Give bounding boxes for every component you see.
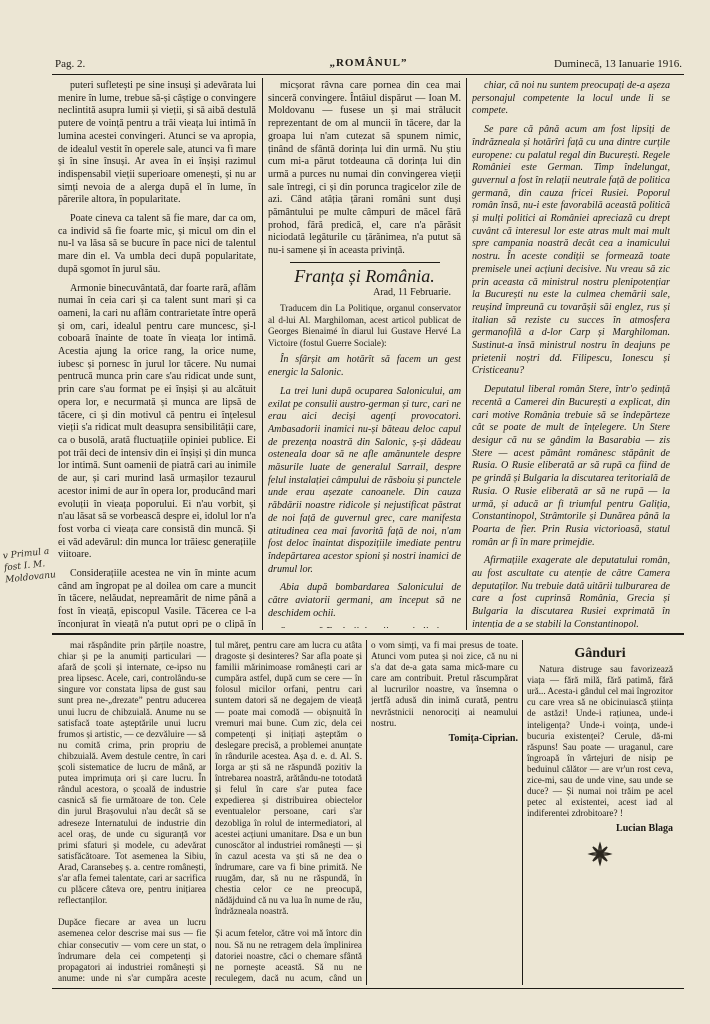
page-header — [55, 54, 682, 72]
column-2-top — [268, 80, 461, 256]
author-signature: Lucian Blaga — [616, 823, 673, 835]
bottom-column-4 — [527, 640, 673, 985]
article-rule — [290, 262, 440, 263]
handwritten-margin-note: v Primul a fost I. M. Moldovanu — [2, 546, 57, 586]
section-heading: Gânduri — [574, 646, 626, 661]
paragraph: Deputatul liberal român Stere, într'o ședință recentă a Camerei din București a explicat, din cari motive România trebuie să se îndepărteze cât se poate de mult de înțelegere. Un Stere desigur că nu se gândim la Basarabia — zis Stere — acest pământ românesc stăpânit de Rusia. O Rusie eliberată ar să rupă ca fiind de pe grindă și Bulgaria la discutarea teritorială de Rusia. O Rusie eliberată ar să ne rupă — la urmă, și aducă ar fi triumful pentru Galiția, Constantinopol, Strâmtorile și Dunărea până la Poarta de fier. Prin Rusia victorioasă, statul român ar fi în mare primejdie. — [472, 384, 670, 548]
ornament-icon — [527, 841, 673, 870]
paragraph: Abia după bombardarea Salonicului de către aviatorii germani, am început să ne deschidem ochii. — [268, 582, 461, 619]
column-2-article — [268, 266, 461, 628]
bottom-column-3 — [371, 640, 518, 985]
paragraph: tul măreț, pentru care am lucra cu atâta dragoste și desinteres? Sar afla poate și familii mărinimoase românești cari ar cumpăra astfel, după cum se cere — în folosul micilor orfani, pentru cari suntem datori să ne degajem de vieață — poate mai comodă — obișnuită în vremuri mai bune. Cum zic, dela cei competenți și inițiați așteptăm o deslegare precisă, a problemei anunțate în rândurile acestea. Așa d. e. d. Al. S. Iorga ar ști să ne răspundă pozitiv la întrebarea noastră, arătându-ne totodată și felul în care s'ar putea face expedierea și distribuirea obiectelor eventualelor persoane, cari s'ar dezobliga în rolul de intermediatori, al acestei acțiuni umanitare. Dsa e un bun cunoscător al industriei românești — și în cazul acesta va ști să ne dea o îndrumare, care va fi bine primită. Ne ruugăm, dar, să nu ne răspundă, în chestia celor ce ne preocupă, nădăjduind că nu va lua în nume de rău, îndrăzneala noastră. Și acum fetelor, către voi mă întorc din nou. Să nu ne retragem dela împlinirea datoriei noastre, căci o chemare sfântă ne pornește această. Să nu ne reculegem, dacă nu acum, când un — [215, 640, 362, 983]
paragraph: micșorat râvna care pornea din cea mai sinceră convingere. Întâiul dispărut — Ioan M. Moldovanu — fusese un și mai strălucit reprezentant de om al muncii în tăcere, dar la groapa lui n'am cutezat să spunem nimic, ținând de sfântă dorința lui din urmă. Nu știu cum mi-a părut totdeauna că dorința lui din urmă a purces nu numai din convingerea vieții sale întregi, ci și din porunca tragicelor zile de azi. Când atâția țărani români sunt duși pământului pe multe câmpuri de măcel fără prohod, fără predică, el, care n'a părăsit niciodată legăturile cu țărănimea, n'a putut să nu-i samene și în aceasta privință. — [268, 80, 461, 256]
paragraph — [268, 626, 461, 628]
paragraph: Se pare că până acum am fost lipsiți de îndrăzneala și hotărîri față cu una dintre curțile europene: cu palatul regal din București. Regele României este German. Timp îndelungat, guvernul a fost în relații neutrale față de politica germană, din cauza fricei Rusiei. Poporul român însă, nu-i este favorabilă această politică și mulți politici ai României apreciază cu drept cuvânt că interesul lor este atras mult mai mult spre campania noastră decât cea a inamicului nostru. În aceste condiții se formează toate premisele unei acțiuni decisive. Nu vreau să zic prin aceasta că ministrul nostru plenipotențiar la București nu este la culmea chemării sale, reușind împreună cu tovarășii săi englez, rus și italian să reziste cu succes în atmosfera germanofilă a d-lor Carp și Marghiloman. Sustinut-a însă ministrul nostru în deajuns pe prietenii noștri dd. Filipescu, Ionescu și Cristiceanu? — [472, 124, 670, 377]
paragraph: La trei luni după ocuparea Salonicului, am exilat pe consulii austro-german și turc, cari ne erau aici deciși agenți provocatori. Ambasadorii inamici nu-și băteau deloc capul de prezența noastră din Salonic, ș-și dădeau osteneala doar să ne afle amănuntele despre măsurile luate de generalul Sarrail, despre felul instalației câmpului de răsboiu și punctele unde erau așezate canoanele. Din cauza răbdării noastre ridicole și nejustificat păstrat de noi față de guvernul grec, care manifesta atitudinea cea mai favorită față de noi, n'am fost deloc înaintat dispozițiile imediate pentru îndepărtarea acestor spioni și nostri inamici de drumul lor. — [268, 385, 461, 575]
column-divider — [262, 78, 263, 630]
bottom-column-2 — [215, 640, 362, 985]
paragraph: mai răspândite prin părțile noastre, chiar și pe la anumiți particulari — afară de școli și internate, ce-ipso nu prea lipsesc. Acele, cari, controlându-se singure vor constata lipsa de gust sau sunt prea ne-„drezate” pentru aducerea unui lucru de chibzuială. Anume nu se satisfacă toate așteptările unui lucru frumos și artistic, — ce dezvăluire — să nu comită crima, prin propriu de chibzuială. Avem destule centre, în cari școli sistematice de lucru de mână, ar putea imprimuța ori și care lucru. În rândul acestora, o școală de industrie casnică să fie următoare de ton. Cele din jurul Brașovului n'au decât să se adreseze Internatului de industrie din acel oraș, de unde cu siguranță vor primi sfaturi și modele, cu adevărat satisfăcătoare. Tot asemenea la Sibiu, Arad, Caransebeș ș. a. centre românești, s'ar afla femei talentate, cari ar sacrifica cu plăcere câteva ore, pentru inițiarea reflectanților. Dupăce fiecare ar avea un lucru asemenea celor descrise mai sus — fie chiar consecutiv — vom cere un stat, o îndrumare dela cei competenți și propagatori ai industriei românești și anume: unde ni s'ar cumpăra aceste — [58, 640, 206, 983]
column-divider — [210, 640, 211, 985]
article-intro: Traducem din La Politique, organul conservator al d-lui Al. Marghiloman, acest articol publicat de Georges Bienaimé în diarul lui Gustave Hervé La Victoire (fostul Guerre Sociale): — [268, 303, 461, 348]
paragraph: Afirmațiile exagerate ale deputatului român, au fost ascultate cu atenție de către Camera deputaților. Nu trebuie dată uitării tulburarea de care a fost cuprinsă România, Grecia și Bulgaria la discutarea Rusiei exprimată în intenția de a se stabili la Constantinopol. — [472, 555, 670, 628]
paragraph: În sfârșit am hotărît să facem un gest energic la Salonic. — [268, 354, 461, 379]
paragraph: Considerațiile acestea ne vin în minte acum când am îngropat pe al doilea om care a muncit în tăcere, nelăudat, nepreamărit de nime până a fost în vieață, episcopul Vasile. Tăcerea ce l-a înconjurat în vieață n'a putut opri pe o clipă în — [58, 568, 256, 628]
paragraph: puteri sufletești pe sine insuși și adevărata lui menire în lume, trebue să-și câștige o convingere neclintită asupra lumii și vieții, și să aibă destulă putere de voință pentru a trăi vieața lui intimă în lumina acestei convingeri. Atunci se va apropia, de idealul vestit în operele sale, atunci va fi mare și în sine însuși. Ar avea în ei înșiși razimul indispensabil vieții superioare omenești, și nu ar simți nevoia de a alerga după el în lume, în părerile altora, în popularitate. — [58, 80, 256, 206]
column-divider — [522, 640, 523, 985]
page-bottom-rule — [52, 988, 684, 989]
bottom-column-1 — [58, 640, 206, 985]
article-title: Franța și România. — [294, 266, 435, 286]
column-3-article — [472, 80, 670, 628]
column-divider — [466, 78, 467, 630]
paragraph: Poate cineva ca talent să fie mare, dar ca om, ca individ să fie foarte mic, și micul om din el nu-l va lăsa să se bucure în pace nici de talentul mare din el. Va umbla deci după popularitate, după sgomot în jurul său. — [58, 213, 256, 275]
header-rule — [52, 74, 684, 75]
paragraph: Armonie binecuvântată, dar foarte rară, aflăm numai în ceia cari și ca talent sunt mari și ca oameni, la cari nu aflăm contrarietate între operă și om, cari, idealul pentru care muncesc, și-l coboară înainte de toate în vieața lor intimă. Acestia ajung la orice rang, la orice nume, iubesc și pornesc în jurul lor tăcere. Nu numai pentrucă munca prin care s'au ridicat unde sunt, prin care s'au format pe ei înșiși și au alcătuit opera lor, e necurmată și munca are lipsă de tăcere, ci și din motivul că pentru ei înțelesul vieții s'a ridicat mult deasupra sensibilității care, ca o busolă, arată fluctuațiile opiniei publice. Ei pot trăi deci de intensiv din ei înșiși și din munca lor intimă. Sunt oamenii de piatră cari au inimile de aur, și cari murind lasă urmașilor tezaurul acestor inimi de aur în opera lor, producând mari evoluții în vieața poporului. Ei n'au vorbit, și n'au lăsat să se vorbească despre ei, idolul lor n'a fost vorba ci vieața care consistă din muncă. Și ei văd adevărul: din munca lor trăiesc generațiile viitoare. — [58, 282, 256, 561]
paragraph: Natura distruge sau favorizează viața — fără milă, fără patimă, fără ură... Acesta-i gândul cel mai îngrozitor cu care vrea să ne obicinuiască știința de astăzi! Unde-i rațiunea, unde-i inteligența? Unde-i voința, unde-i bucuria existenței? Cerule, dă-mi răspuns! Sau poate — uraganul, care îngroapă în vârtejuri de nisip pe beduinul călător — are vr'un rost ceva, zice-mi, sau de unde vine, sau unde se duce? — Și numai noi trăim pe acel petec al existentei, acest iad al indiferentei zdrobitoare? ! — [527, 664, 673, 819]
page-number: Pag. 2. — [55, 58, 86, 70]
article-dateline: Arad, 11 Februarie. — [373, 286, 451, 298]
paragraph: chiar, că noi nu suntem preocupați de-a așeza personajul competente la locul unde li se compete. — [472, 80, 670, 117]
issue-date: Duminecă, 13 Ianuarie 1916. — [554, 58, 682, 70]
author-signature: Tomița-Ciprian. — [448, 732, 518, 744]
column-1 — [58, 80, 256, 628]
column-divider — [366, 640, 367, 985]
newspaper-title: „ROMÂNUL” — [329, 57, 408, 69]
section-rule — [52, 633, 684, 635]
paragraph: o vom simți, va fi mai presus de toate. Atunci vom putea și noi zice, că nu ni s'a dat de-a gata sama mică-mare cu care am contribuit. Pretul răscumpărat al lucrurilor noastre, va însemna o jertfă adusă din inimă curată, pentru nevrăstnicii nenorociți ai neamului nostru. — [371, 640, 518, 728]
